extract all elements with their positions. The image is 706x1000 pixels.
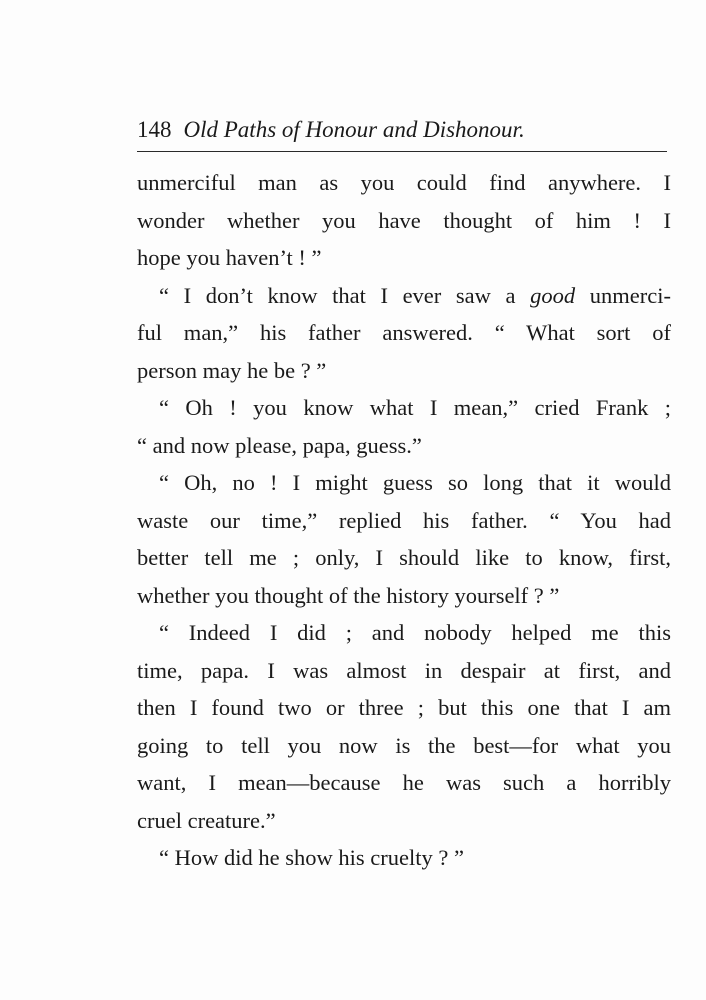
book-title: Old Paths of Honour and Dishonour. xyxy=(183,117,525,142)
text-line: want, I mean—because he was such a horribly xyxy=(137,770,671,795)
text-line: whether you thought of the history yourself ? ” xyxy=(137,582,560,608)
text-line: wonder whether you have thought of him ! I xyxy=(137,207,671,233)
text-line: waste our time,” replied his father. “ You had xyxy=(137,507,671,533)
text-line: better tell me ; only, I should like to know, first, xyxy=(137,545,671,570)
text-line: “ Indeed I did ; and nobody helped me this xyxy=(159,620,671,645)
text-line: ful man,” his father answered. “ What sort of xyxy=(137,320,671,345)
text-line: “ How did he show his cruelty ? ” xyxy=(159,845,464,870)
header-rule xyxy=(137,151,667,152)
body-text xyxy=(137,164,671,877)
text-line: “ and now please, papa, guess.” xyxy=(137,432,422,458)
emphasized-word: good xyxy=(530,282,576,308)
page-number: 148 xyxy=(137,117,172,142)
text-line xyxy=(137,277,671,315)
text-line: cruel creature.” xyxy=(137,807,276,833)
text-line: unmerciful man as you could find anywhere. I xyxy=(137,170,671,195)
text-line: “ Oh, no ! I might guess so long that it would xyxy=(159,470,671,495)
text-line: “ Oh ! you know what I mean,” cried Frank ; xyxy=(159,395,671,420)
running-head xyxy=(137,112,667,148)
text-line: time, papa. I was almost in despair at first, and xyxy=(137,657,671,683)
text-line: hope you haven’t ! ” xyxy=(137,245,322,270)
text-line: going to tell you now is the best—for what you xyxy=(137,732,671,758)
text-line: then I found two or three ; but this one that I am xyxy=(137,695,671,720)
text-segment: unmerci- xyxy=(575,282,671,308)
text-segment: “ I don’t know that I ever saw a xyxy=(159,282,531,308)
text-line: person may he be ? ” xyxy=(137,357,327,383)
